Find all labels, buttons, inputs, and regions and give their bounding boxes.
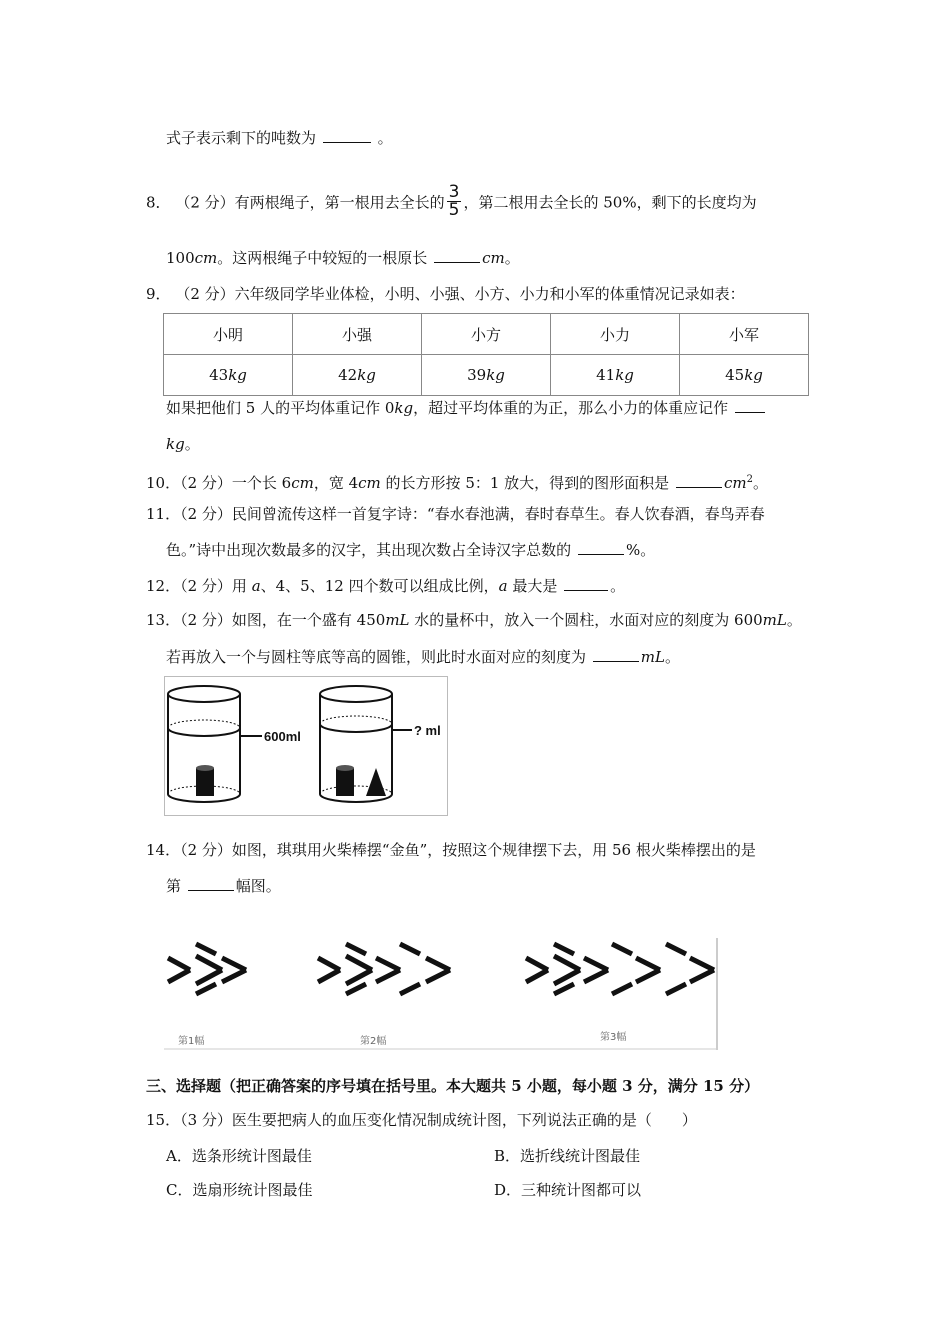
q14-line2-a: 第 [166,877,182,895]
table-cell [164,355,293,396]
q12-number: 12． [146,577,181,595]
q9-number: 9． [146,285,171,303]
fish-figure-3 [526,944,714,994]
q9-after-line1 [166,398,767,418]
table-cell [551,355,680,396]
q9-text: （2 分）六年级同学毕业体检，小明、小强、小方、小力和小军的体重情况记录如表： [175,285,745,303]
table-cell [680,355,809,396]
q14-answer-blank[interactable] [188,876,234,891]
q14-line2 [166,876,281,896]
q10-u1: cm [291,474,314,492]
q12-c: 最大是 [507,577,558,595]
table-header-cell: 小力 [551,314,680,355]
cone-solid [366,768,386,796]
q8-line2 [166,248,520,268]
q12-var2: a [498,577,508,595]
q8-line2-b: 。这两根绳子中较短的一根原长 [217,249,428,267]
weight-value: 43 [209,366,229,384]
q11-tail: %。 [625,541,656,559]
table-cell [293,355,422,396]
q8-fraction-denominator: 5 [448,200,460,220]
q10-line [146,470,768,493]
q15-option-a[interactable]: A．选条形统计图最佳 [166,1147,312,1165]
q8-fraction [447,184,462,219]
weight-unit: kg [228,366,247,384]
q13-u1: mL [385,611,410,629]
q9-after-line2-tail: 。 [184,435,200,453]
q13-line2 [166,647,680,667]
q13-line1-c: 。 [786,611,802,629]
q10-answer-blank[interactable] [676,473,722,488]
fig-label-question-ml: ? ml [414,723,441,738]
q11-line2-text: 色。”诗中出现次数最多的汉字，其出现次数占全诗汉字总数的 [166,541,572,559]
q14-line1-text: （2 分）如图，琪琪用火柴棒摆“金鱼”，按照这个规律摆下去，用 56 根火柴棒摆出的是 [180,841,756,859]
q11-line1-text: （2 分）民间曾流传这样一首复字诗：“春水春池满，春时春草生。春人饮春酒，春鸟弄春 [180,505,765,523]
q15-option-c[interactable]: C．选扇形统计图最佳 [166,1181,313,1199]
q9-answer-blank[interactable] [735,398,765,413]
q15-option-d[interactable]: D．三种统计图都可以 [494,1181,642,1199]
q14-matchstick-figure [164,936,720,1052]
q8-line1 [146,182,757,221]
weight-unit: kg [744,366,763,384]
cylinder-two [320,686,441,802]
fish-caption-1: 第1幅 [178,1036,205,1047]
q11-line2 [166,540,655,560]
q14-number: 14． [146,841,181,859]
q10-unit: cm [723,474,747,492]
weight-value: 42 [338,366,358,384]
q12-tail: 。 [610,577,626,595]
weight-value: 45 [725,366,745,384]
q8-line2-unit: cm [194,249,218,267]
cylinder-one [168,686,301,802]
q8-tail: 。 [504,249,520,267]
q13-tail: 。 [664,648,680,666]
q9-weight-table [163,313,809,396]
table-header-cell: 小方 [422,314,551,355]
cylinder-solid [336,768,354,796]
q13-line1-a: （2 分）如图，在一个盛有 450 [180,611,386,629]
q13-number: 13． [146,611,181,629]
cylinder-solid [196,768,214,796]
q13-line1 [146,610,802,630]
q9-after-b: ，超过平均体重的为正，那么小力的体重应记作 [413,399,729,417]
weight-value: 39 [467,366,487,384]
q10-a: （2 分）一个长 6 [180,474,292,492]
table-header-cell: 小强 [293,314,422,355]
q13-cylinder-figure [164,676,448,816]
q9-after-line2 [166,434,200,454]
q15-number: 15． [146,1111,181,1129]
q7-tail-line [166,128,393,148]
q7-answer-blank[interactable] [323,128,371,143]
q9-after-a: 如果把他们 5 人的平均体重记作 0 [166,399,395,417]
q8-line2-a: 100 [166,249,195,267]
q14-line2-b: 幅图。 [235,877,281,895]
q12-a: （2 分）用 [180,577,252,595]
q9-after-unit: kg [394,399,414,417]
table-value-row [164,355,809,396]
q13-line2-text: 若再放入一个与圆柱等底等高的圆锥，则此时水面对应的刻度为 [166,648,587,666]
q8-text-a: （2 分）有两根绳子，第一根用去全长的 [175,193,445,212]
q12-var: a [251,577,261,595]
table-header-row [164,314,809,355]
table-cell [422,355,551,396]
weight-unit: kg [357,366,376,384]
fig-label-600ml: 600ml [264,729,301,744]
q11-line1 [146,504,765,524]
q7-tail: 。 [377,129,393,147]
fish-figure-1 [168,944,246,994]
q13-answer-blank[interactable] [593,647,639,662]
q9-line1 [146,284,745,304]
q13-line1-b: 水的量杯中，放入一个圆柱，水面对应的刻度为 600 [409,611,763,629]
section3-title: 三、选择题（把正确答案的序号填在括号里。本大题共 5 小题，每小题 3 分，满分 15 分） [146,1077,760,1095]
fish-caption-3: 第3幅 [600,1032,627,1043]
q13-unit: mL [640,648,665,666]
q10-tail: 。 [752,474,768,492]
q12-b: 、4、5、12 四个数可以组成比例， [260,577,499,595]
q8-answer-blank[interactable] [434,248,480,263]
q12-answer-blank[interactable] [564,576,608,591]
q8-fraction-numerator: 3 [448,182,460,202]
weight-value: 41 [596,366,616,384]
q11-answer-blank[interactable] [578,540,624,555]
fish-figure-2 [318,944,450,994]
weight-unit: kg [615,366,634,384]
q8-number: 8． [146,193,171,212]
fish-caption-2: 第2幅 [360,1036,387,1047]
q11-number: 11． [146,505,181,523]
q15-option-b[interactable]: B．选折线统计图最佳 [494,1147,641,1165]
q9-after-line2-unit: kg [166,435,185,453]
q7-text: 式子表示剩下的吨数为 [166,129,317,147]
q8-blank-unit: cm [482,249,505,267]
table-header-cell: 小军 [680,314,809,355]
q14-line1 [146,840,756,860]
table-header-cell: 小明 [164,314,293,355]
q15-text: （3 分）医生要把病人的血压变化情况制成统计图，下列说法正确的是（ ） [180,1111,697,1129]
q10-b: ，宽 4 [313,474,359,492]
q10-c: 的长方形按 5：1 放大，得到的图形面积是 [380,474,670,492]
q15-line [146,1110,697,1130]
q10-sup: 2 [746,474,753,485]
weight-unit: kg [486,366,505,384]
q8-text-b: ，第二根用去全长的 50%，剩下的长度均为 [463,193,757,212]
q12-line [146,576,625,596]
q10-number: 10． [146,474,181,492]
q13-u2: mL [762,611,787,629]
q10-u2: cm [358,474,381,492]
